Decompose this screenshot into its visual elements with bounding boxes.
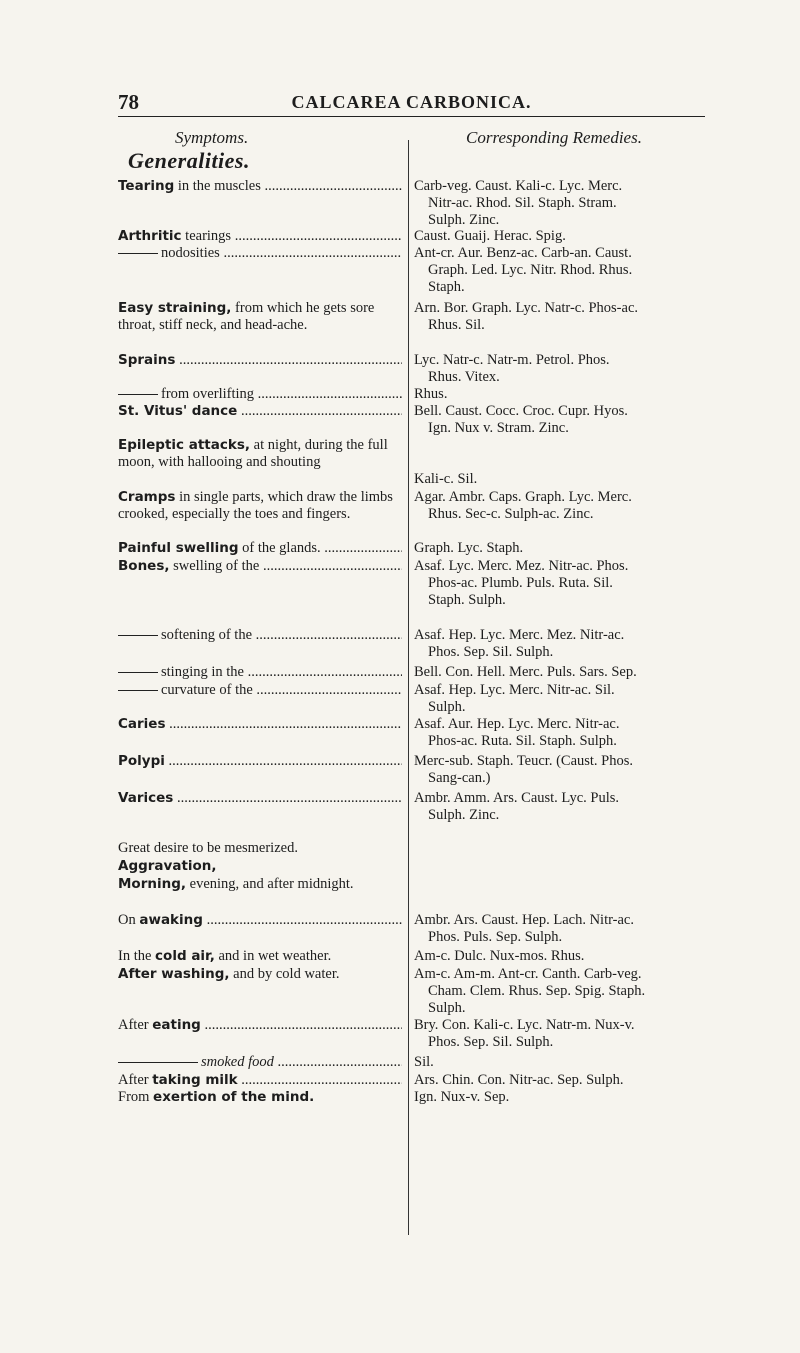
symptom-entry — [118, 716, 402, 733]
remedy-line: Sulph. Zinc. — [428, 212, 500, 228]
remedy-line: Ign. Nux v. Stram. Zinc. — [428, 420, 569, 436]
symptom-text: swelling of the — [169, 558, 260, 574]
remedy-entry — [414, 489, 714, 523]
symptom-keyword: Arthritic — [118, 228, 182, 244]
remedy-line: Staph. — [428, 279, 465, 295]
remedy-line: Am-c. Am-m. Ant-cr. Canth. Carb-veg. — [414, 966, 642, 982]
symptom-text: from which he gets sore throat, stiff neck, and head-ache. — [118, 300, 375, 333]
symptom-text: softening of the — [161, 627, 253, 643]
symptom-entry — [118, 858, 402, 875]
symptom-text: curvature of the — [161, 682, 253, 698]
remedy-entry — [414, 403, 714, 437]
symptom-text: and by cold water. — [229, 966, 340, 982]
symptom-keyword: Varices — [118, 790, 174, 806]
symptom-text: After — [118, 1072, 153, 1088]
symptom-keyword: cold air, — [155, 948, 215, 964]
remedy-entry — [414, 178, 714, 229]
remedy-entry — [414, 682, 714, 716]
symptoms-heading: Symptoms. — [175, 128, 249, 147]
symptom-keyword: Tearing — [118, 178, 175, 194]
symptom-text: After — [118, 1017, 153, 1033]
symptom-text: tearings — [181, 228, 232, 244]
symptom-text: smoked food — [201, 1054, 274, 1070]
symptom-keyword: Polypi — [118, 753, 165, 769]
symptom-entry — [118, 386, 402, 403]
remedy-line: Asaf. Aur. Hep. Lyc. Merc. Nitr-ac. — [414, 716, 620, 732]
symptom-entry — [118, 437, 402, 471]
remedy-line: Ars. Chin. Con. Nitr-ac. Sep. Sulph. — [414, 1072, 624, 1088]
remedy-entry — [414, 1054, 714, 1071]
symptom-entry — [118, 876, 402, 893]
remedy-line: Cham. Clem. Rhus. Sep. Spig. Staph. — [428, 983, 646, 999]
symptom-keyword: Epileptic attacks, — [118, 437, 251, 453]
symptom-entry — [118, 178, 402, 195]
remedy-line: Phos-ac. Ruta. Sil. Staph. Sulph. — [428, 733, 617, 749]
symptom-keyword: Morning, — [118, 876, 187, 892]
remedy-line: Kali-c. Sil. — [414, 471, 478, 487]
remedy-entry — [414, 1017, 714, 1051]
symptom-entry — [118, 966, 402, 983]
remedy-line: Graph. Led. Lyc. Nitr. Rhod. Rhus. — [428, 262, 633, 278]
symptom-entry — [118, 682, 402, 699]
symptom-keyword: Bones, — [118, 558, 170, 574]
remedy-line: Bell. Caust. Cocc. Croc. Cupr. Hyos. — [414, 403, 628, 419]
symptom-text: In the — [118, 948, 156, 964]
remedy-entry — [414, 245, 714, 296]
remedy-line: Sang-can.) — [428, 770, 491, 786]
symptom-text: stinging in the — [161, 664, 244, 680]
symptom-text: nodosities — [161, 245, 220, 261]
remedy-entry — [414, 664, 714, 681]
remedy-line: Phos. Puls. Sep. Sulph. — [428, 929, 563, 945]
remedy-line: Arn. Bor. Graph. Lyc. Natr-c. Phos-ac. — [414, 300, 638, 316]
remedy-line: Am-c. Dulc. Nux-mos. Rhus. — [414, 948, 585, 964]
remedy-line: Rhus. — [414, 386, 448, 402]
remedy-line: Staph. Sulph. — [428, 592, 506, 608]
remedy-line: Carb-veg. Caust. Kali-c. Lyc. Merc. — [414, 178, 623, 194]
symptom-keyword: eating — [152, 1017, 201, 1033]
page-number: 78 — [118, 90, 139, 114]
remedy-entry — [414, 300, 714, 334]
remedy-entry — [414, 627, 714, 661]
remedy-line: Rhus. Sil. — [428, 317, 485, 333]
remedy-line: Sil. — [414, 1054, 434, 1070]
remedy-entry — [414, 966, 714, 1017]
remedy-line: Ant-cr. Aur. Benz-ac. Carb-an. Caust. — [414, 245, 632, 261]
remedy-line: Bell. Con. Hell. Merc. Puls. Sars. Sep. — [414, 664, 637, 680]
remedy-entry — [414, 753, 714, 787]
symptom-text: evening, and after midnight. — [186, 876, 354, 892]
symptom-entry — [118, 489, 402, 523]
symptom-keyword: Sprains — [118, 352, 176, 368]
symptom-keyword: exertion of the mind. — [153, 1089, 315, 1105]
symptom-text: and in wet weather. — [214, 948, 332, 964]
symptom-text: in single parts, which draw the limbs crooked, especially the toes and fingers. — [118, 489, 393, 522]
symptom-text: of the glands. — [238, 540, 321, 556]
remedy-line: Sulph. — [428, 699, 466, 715]
remedy-entry — [414, 228, 714, 245]
remedy-entry — [414, 1089, 714, 1106]
symptom-entry — [118, 540, 402, 557]
remedy-line: Asaf. Hep. Lyc. Merc. Nitr-ac. Sil. — [414, 682, 615, 698]
symptom-entry — [118, 1054, 402, 1071]
symptom-entry — [118, 1017, 402, 1034]
symptom-keyword: awaking — [139, 912, 203, 928]
symptom-keyword: Aggravation, — [118, 858, 217, 874]
remedy-line: Phos. Sep. Sil. Sulph. — [428, 644, 554, 660]
remedy-line: Ambr. Amm. Ars. Caust. Lyc. Puls. — [414, 790, 620, 806]
remedy-line: Lyc. Natr-c. Natr-m. Petrol. Phos. — [414, 352, 610, 368]
remedy-line: Merc-sub. Staph. Teucr. (Caust. Phos. — [414, 753, 634, 769]
symptom-entry — [118, 1089, 402, 1106]
symptom-keyword: taking milk — [152, 1072, 238, 1088]
symptom-keyword: After washing, — [118, 966, 230, 982]
symptom-text: from overlifting — [161, 386, 255, 402]
remedy-line: Bry. Con. Kali-c. Lyc. Natr-m. Nux-v. — [414, 1017, 635, 1033]
symptom-entry — [118, 840, 402, 857]
symptom-entry — [118, 948, 402, 965]
symptom-text: On — [118, 912, 140, 928]
remedy-line: Ambr. Ars. Caust. Hep. Lach. Nitr-ac. — [414, 912, 634, 928]
remedy-line: Phos. Sep. Sil. Sulph. — [428, 1034, 554, 1050]
symptom-entry — [118, 558, 402, 575]
symptom-keyword: Caries — [118, 716, 166, 732]
remedy-entry — [414, 948, 714, 965]
remedy-line: Asaf. Hep. Lyc. Merc. Mez. Nitr-ac. — [414, 627, 625, 643]
remedy-entry — [414, 558, 714, 609]
remedy-line: Graph. Lyc. Staph. — [414, 540, 524, 556]
remedy-entry — [414, 716, 714, 750]
symptom-keyword: Cramps — [118, 489, 176, 505]
symptom-entry — [118, 300, 402, 334]
remedy-line: Sulph. Zinc. — [428, 807, 500, 823]
remedy-line: Phos-ac. Plumb. Puls. Ruta. Sil. — [428, 575, 613, 591]
symptom-entry — [118, 753, 402, 770]
remedy-entry — [414, 790, 714, 824]
symptom-keyword: St. Vitus' dance — [118, 403, 238, 419]
remedy-line: Caust. Guaij. Herac. Spig. — [414, 228, 566, 244]
symptom-text: From — [118, 1089, 154, 1105]
symptom-text: Great desire to be mesmerized. — [118, 840, 298, 856]
remedy-line: Agar. Ambr. Caps. Graph. Lyc. Merc. — [414, 489, 632, 505]
symptom-entry — [118, 228, 402, 245]
remedy-entry — [414, 912, 714, 946]
symptom-entry — [118, 627, 402, 644]
remedy-line: Ign. Nux-v. Sep. — [414, 1089, 510, 1105]
symptom-entry — [118, 352, 402, 369]
remedy-entry — [414, 540, 714, 557]
remedies-heading: Corresponding Remedies. — [466, 128, 642, 147]
remedy-line: Sulph. — [428, 1000, 466, 1016]
remedy-entry — [414, 386, 714, 403]
symptom-entry — [118, 245, 402, 262]
remedy-line: Rhus. Vitex. — [428, 369, 500, 385]
symptom-entry — [118, 912, 402, 929]
symptom-text: in the muscles — [174, 178, 261, 194]
symptom-keyword: Painful swelling — [118, 540, 239, 556]
remedy-entry — [414, 1072, 714, 1089]
remedy-line: Nitr-ac. Rhod. Sil. Staph. Stram. — [428, 195, 617, 211]
symptom-entry — [118, 1072, 402, 1089]
column-divider — [408, 140, 409, 1235]
remedy-entry — [414, 352, 714, 386]
symptom-entry — [118, 664, 402, 681]
remedy-line: Rhus. Sec-c. Sulph-ac. Zinc. — [428, 506, 594, 522]
running-title: CALCAREA CARBONICA. — [291, 92, 532, 112]
page-header — [118, 90, 705, 117]
symptom-text: at night, during the full moon, with hallooing and shouting — [118, 437, 388, 470]
remedy-entry — [414, 471, 714, 488]
symptom-entry — [118, 790, 402, 807]
symptom-keyword: Easy straining, — [118, 300, 232, 316]
remedy-line: Asaf. Lyc. Merc. Mez. Nitr-ac. Phos. — [414, 558, 629, 574]
section-title: Generalities. — [128, 148, 250, 173]
symptom-entry — [118, 403, 402, 420]
